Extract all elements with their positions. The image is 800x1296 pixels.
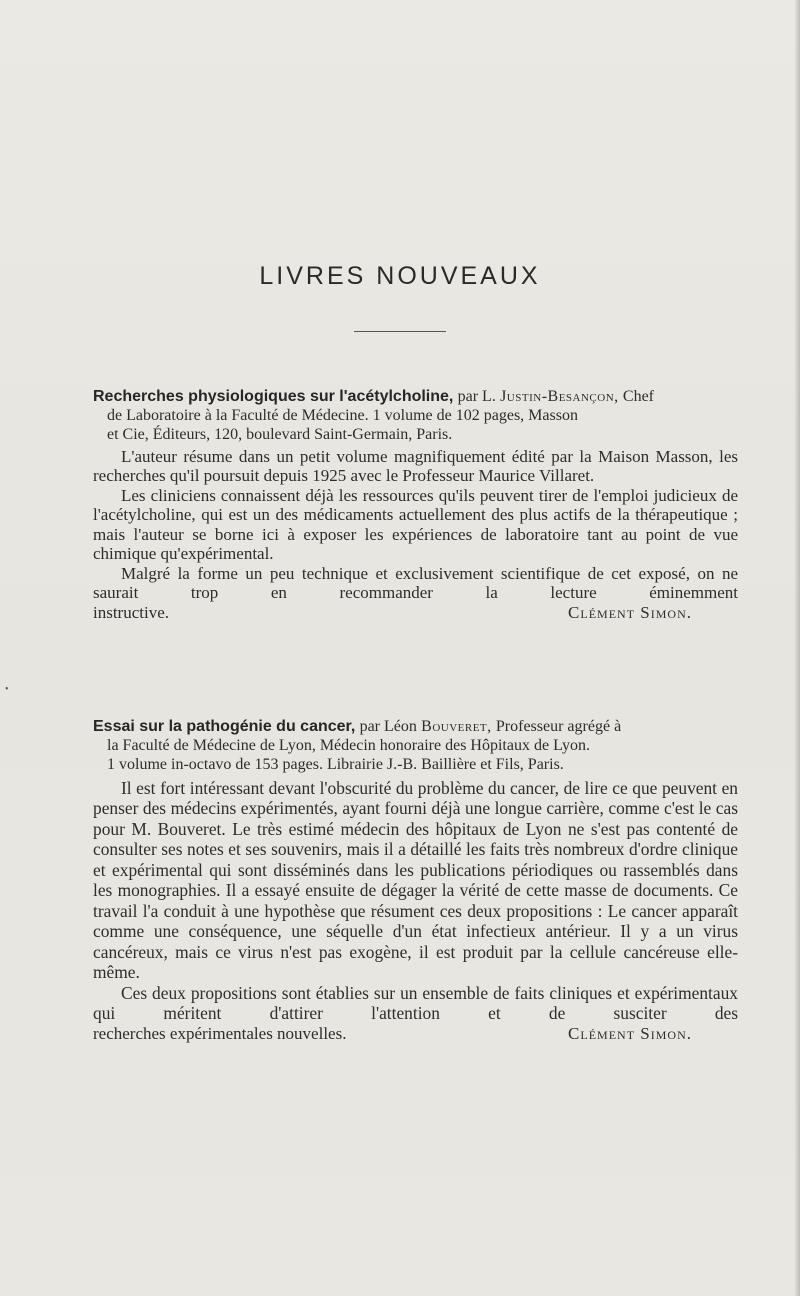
publisher-info: 1 volume in-octavo de 153 pages. Librairie J.-B. Baillière et Fils, Paris. xyxy=(107,756,564,774)
closing-line xyxy=(93,603,738,622)
publication-info: la Faculté de Médecine de Lyon, Médecin honoraire des Hôpitaux de Lyon. xyxy=(107,737,590,755)
by-label: par L. xyxy=(457,388,496,405)
publication-info: de Laboratoire à la Faculté de Médecine. 1 volume de 102 pages, Masson xyxy=(107,407,578,425)
review-paragraph: Malgré la forme un peu technique et exclusivement scientifique de cet exposé, on ne saurait trop en recommander la lecture éminemment xyxy=(93,563,738,603)
closing-text: instructive. xyxy=(93,602,170,622)
reviewer-signature: Clément Simon. xyxy=(568,1023,692,1043)
review-heading xyxy=(93,716,738,775)
book-review-2 xyxy=(93,716,738,1043)
review-paragraph: Les cliniciens connaissent déjà les ressources qu'ils peuvent tirer de l'emploi judicieux de l'acétylcholine, qui est un des médicaments actuellement des plus actifs de la thérapeutique ; mais l'auteur se borne ici à exposer les expériences de laboratoire tant au point de vue chimique qu'expérimental. xyxy=(93,485,738,564)
author-role: Chef xyxy=(622,388,655,405)
title-divider xyxy=(354,331,446,332)
review-paragraph: L'auteur résume dans un petit volume magnifiquement édité par la Maison Masson, les recherches qu'il poursuit depuis 1925 avec le Professeur Maurice Villaret. xyxy=(93,446,738,486)
reviewer-signature: Clément Simon. xyxy=(568,602,692,622)
closing-text: recherches expérimentales nouvelles. xyxy=(93,1023,347,1043)
review-paragraph: Ces deux propositions sont établies sur un ensemble de faits cliniques et expérimentaux qui méritent d'attirer l'attention et de susciter des xyxy=(93,982,738,1024)
book-review-1 xyxy=(93,386,738,622)
section-title: LIVRES NOUVEAUX xyxy=(259,262,541,290)
author-name: Justin-Besançon, xyxy=(500,388,619,405)
review-paragraph: Il est fort intéressant devant l'obscurité du problème du cancer, de lire ce que peuvent en penser des médecins expérimentés, ayant fourni déjà une longue carrière, comme c'est le cas pour M. Bouveret. Le très estimé médecin des hôpitaux de Lyon ne s'est pas contenté de consulter ses notes et ses souvenirs, mais il a détaillé les faits très nombreux d'ordre clinique et expérimental qui sont disséminés dans les publications périodiques ou rassemblés dans les monographies. Il a essayé ensuite de dégager la vérité de cette masse de documents. Ce travail l'a conduit à une hypothèse que résument ces deux propositions : Le cancer apparaît comme une conséquence, une séquelle d'un état infectieux antérieur. Il y a un virus cancéreux, mais ce virus n'est pas exogène, il est produit par la cellule cancéreuse elle-même. xyxy=(93,777,738,983)
author-name: Bouveret, xyxy=(421,718,492,735)
review-heading xyxy=(93,386,738,445)
page-edge-shadow xyxy=(794,0,800,1296)
closing-line xyxy=(93,1024,738,1043)
margin-mark: • xyxy=(5,684,9,695)
book-title: Essai sur la pathogénie du cancer, xyxy=(93,718,356,735)
author-role: Professeur agrégé à xyxy=(495,718,622,735)
book-title: Recherches physiologiques sur l'acétylcholine, xyxy=(93,388,454,405)
by-label: par Léon xyxy=(359,718,417,735)
publisher-info: et Cie, Éditeurs, 120, boulevard Saint-Germain, Paris. xyxy=(107,426,453,444)
